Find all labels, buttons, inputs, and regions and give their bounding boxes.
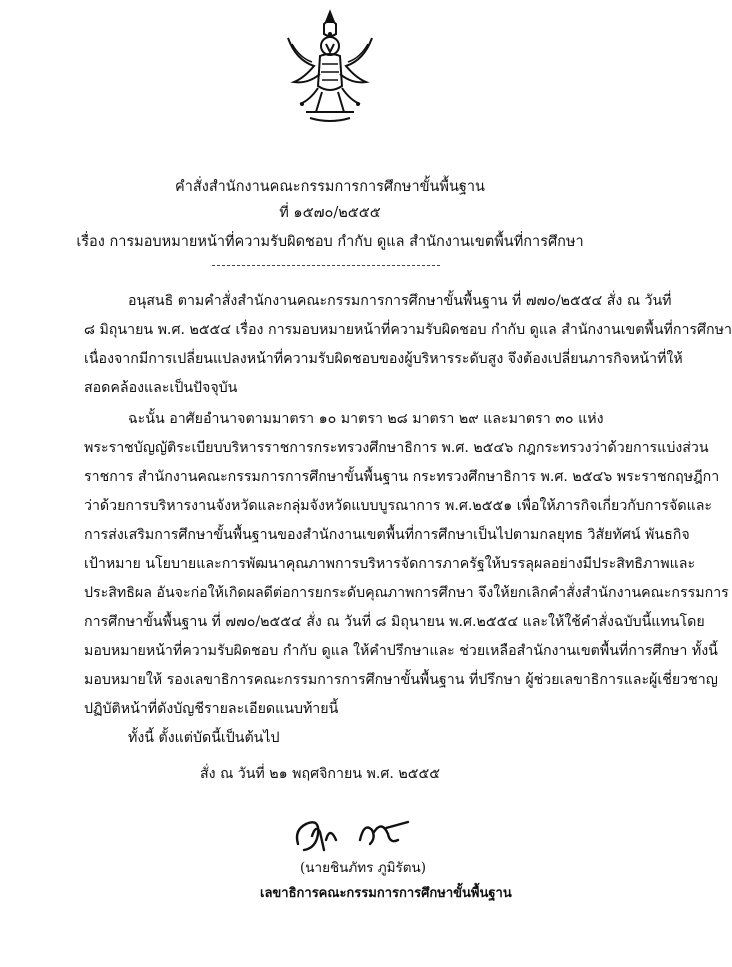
signer-name: (นายชินภัทร ภูมิรัตน) [300,860,427,876]
body-line: ทั้งนี้ ตั้งแต่บัดนี้เป็นต้นไป [128,730,280,746]
body-line: การส่งเสริมการศึกษาขั้นพื้นฐานของสำนักงานเขตพื้นที่การศึกษาเป็นไปตามกลยุทธ วิสัยทัศน์ พันธกิจ [84,527,690,543]
body-line: ฉะนั้น อาศัยอำนาจตามมาตรา ๑๐ มาตรา ๒๘ มาตรา ๒๙ และมาตรา ๓๐ แห่ง [128,411,604,427]
handwritten-signature-icon [290,810,420,858]
order-date: สั่ง ณ วันที่ ๒๑ พฤศจิกายน พ.ศ. ๒๕๕๕ [200,766,440,782]
body-line: พระราชบัญญัติระเบียบบริหารราชการกระทรวงศึกษาธิการ พ.ศ. ๒๕๔๖ กฎกระทรวงว่าด้วยการแบ่งส่วน [84,440,709,456]
body-line: เป้าหมาย นโยบายและการพัฒนาคุณภาพการบริหารจัดการภาครัฐให้บรรลุผลอย่างมีประสิทธิภาพและ [84,556,696,572]
body-line: สอดคล้องและเป็นปัจจุบัน [84,380,238,396]
body-line: มอบหมายให้ รองเลขาธิการคณะกรรมการการศึกษาขั้นพื้นฐาน ที่ปรึกษา ผู้ช่วยเลขาธิการและผู้เชี่ยวชาญ [84,672,718,688]
divider [212,265,440,266]
signer-position: เลขาธิการคณะกรรมการการศึกษาขั้นพื้นฐาน [260,886,512,901]
body-line: ราชการ สำนักงานคณะกรรมการการศึกษาขั้นพื้นฐาน กระทรวงศึกษาธิการ พ.ศ. ๒๕๔๖ พระราชกฤษฎีกา [84,469,720,485]
body-line: การศึกษาขั้นพื้นฐาน ที่ ๗๗๐/๒๕๕๔ สั่ง ณ วันที่ ๘ มิถุนายน พ.ศ.๒๕๕๔ และให้ใช้คำสั่งฉบับนี้แทนโดย [84,614,705,630]
order-title: คำสั่งสำนักงานคณะกรรมการการศึกษาขั้นพื้นฐาน [175,179,485,195]
garuda-emblem-icon [282,8,378,128]
order-number: ที่ ๑๕๗๐/๒๕๕๕ [279,205,381,221]
body-line: ว่าด้วยการบริหารงานจังหวัดและกลุ่มจังหวัดแบบบูรณาการ พ.ศ.๒๕๕๑ เพื่อให้ภารกิจเกี่ยวกับการจัดและ [84,498,713,514]
order-subject: เรื่อง การมอบหมายหน้าที่ความรับผิดชอบ กำกับ ดูแล สำนักงานเขตพื้นที่การศึกษา [76,234,584,250]
body-line: ประสิทธิผล อันจะก่อให้เกิดผลดีต่อการยกระดับคุณภาพการศึกษา จึงให้ยกเลิกคำสั่งสำนักงานคณะกรรมการ [84,585,729,601]
body-line: อนุสนธิ ตามคำสั่งสำนักงานคณะกรรมการการศึกษาขั้นพื้นฐาน ที่ ๗๗๐/๒๕๕๔ สั่ง ณ วันที่ [128,293,672,309]
body-line: ๘ มิถุนายน พ.ศ. ๒๕๕๔ เรื่อง การมอบหมายหน้าที่ความรับผิดชอบ กำกับ ดูแล สำนักงานเขตพื้นที่การศึกษา [84,322,732,338]
body-line: ปฏิบัติหน้าที่ดังบัญชีรายละเอียดแนบท้ายนี้ [84,701,339,717]
body-line: เนื่องจากมีการเปลี่ยนแปลงหน้าที่ความรับผิดชอบของผู้บริหารระดับสูง จึงต้องเปลี่ยนภารกิจหน้าที่ให้ [84,351,683,367]
body-line: มอบหมายหน้าที่ความรับผิดชอบ กำกับ ดูแล ให้คำปรึกษาและ ช่วยเหลือสำนักงานเขตพื้นที่การศึกษา ทั้งนี้ [84,643,718,659]
